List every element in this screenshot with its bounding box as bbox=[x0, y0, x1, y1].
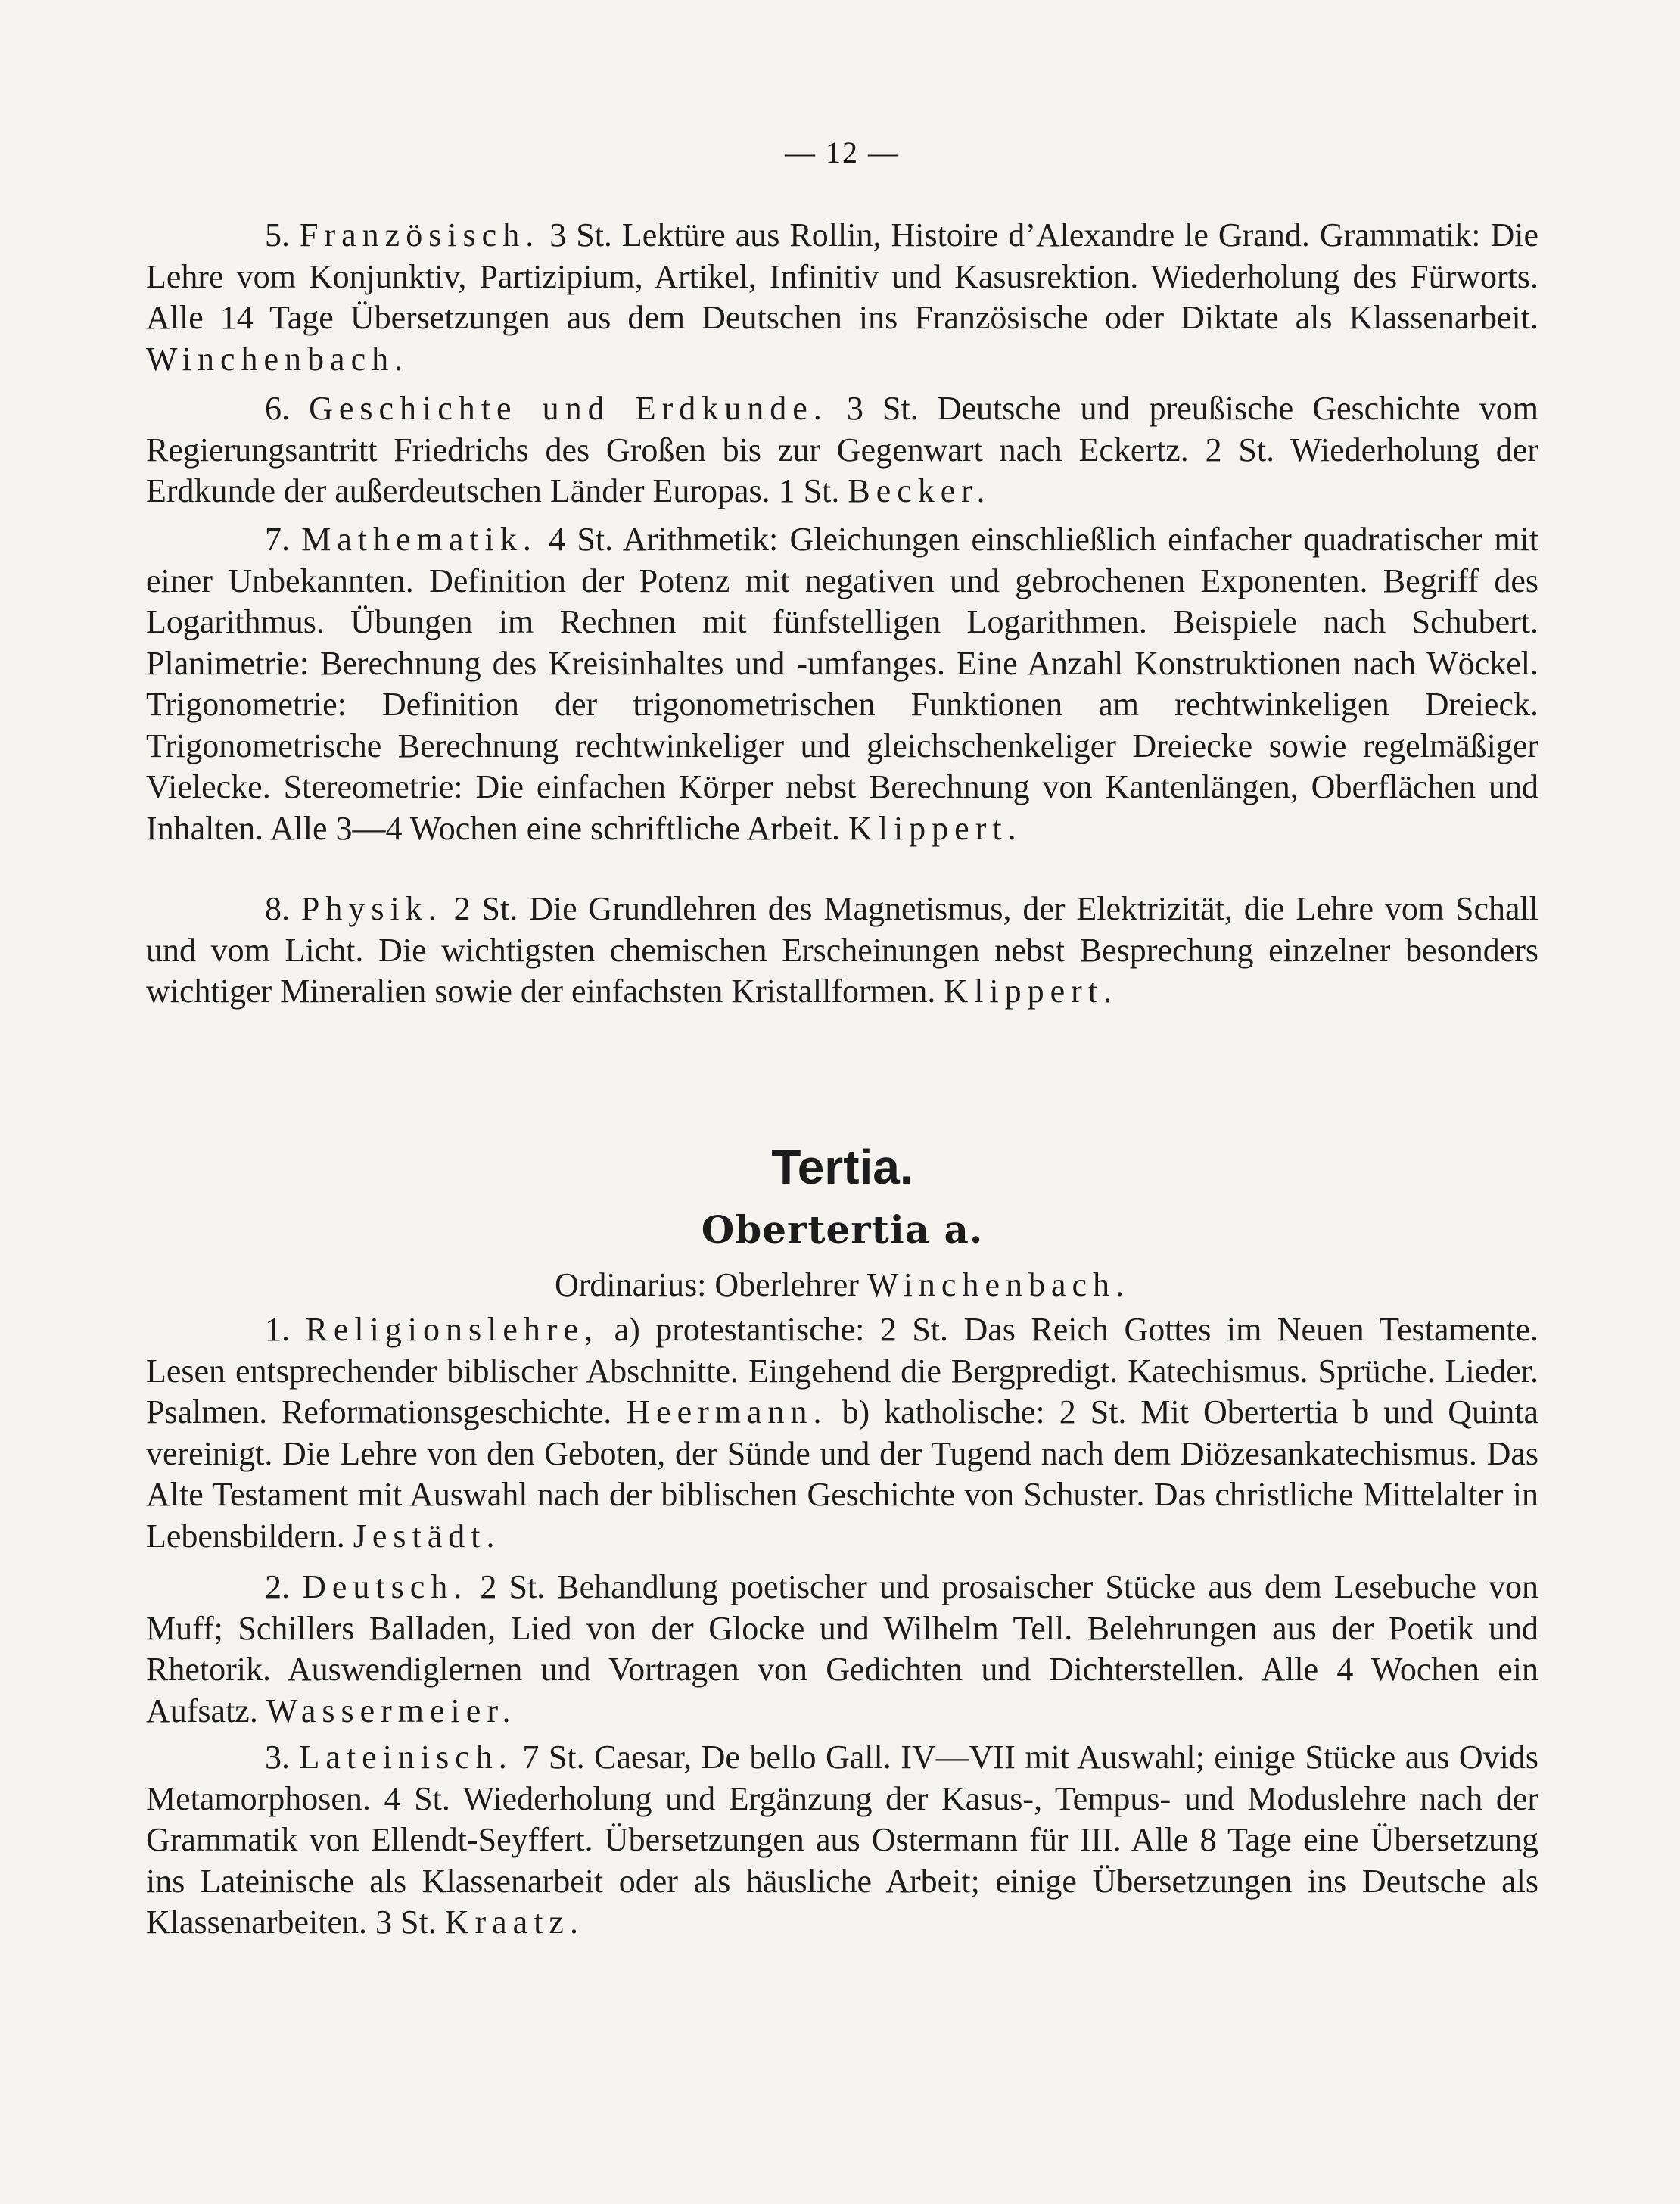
section-geschichte bbox=[146, 388, 1538, 512]
section-body bbox=[146, 215, 1538, 380]
section-number: 3. bbox=[265, 1739, 290, 1776]
section-subject: Lateinisch. bbox=[299, 1739, 513, 1776]
section-subject: Französisch. bbox=[300, 216, 540, 254]
section-text: a) protestantische: 2 St. Das Reich Gottes im Neuen Testamente. Lesen entsprechender biblischer Abschnitte. Eingehend die Bergpredigt. Katechismus. Sprüche. Lieder. Psalmen. Reformationsgeschichte. bbox=[146, 1311, 1539, 1430]
section-number: 2. bbox=[265, 1568, 290, 1605]
section-body bbox=[146, 1737, 1538, 1944]
ordinarius-label: Ordinarius: Oberlehrer bbox=[554, 1266, 859, 1303]
section-text: 2 St. Die Grundlehren des Magnetismus, der Elektrizität, die Lehre vom Schall und vom Licht. Die wichtigsten chemischen Erscheinungen nebst Besprechung einzelner besonders wichtiger Mineralien sowie der einfachsten Kristallformen. bbox=[146, 890, 1539, 1010]
section-body bbox=[146, 388, 1538, 512]
obertertia-subheading: Obertertia a. bbox=[701, 1207, 984, 1252]
section-subject: Mathematik. bbox=[301, 521, 537, 558]
section-religionslehre bbox=[146, 1309, 1538, 1557]
section-subject: Physik. bbox=[300, 890, 443, 927]
section-deutsch bbox=[146, 1567, 1538, 1732]
section-number: 6. bbox=[265, 390, 290, 427]
section-lateinisch bbox=[146, 1737, 1538, 1944]
section-text: 3 St. Lektüre aus Rollin, Histoire d’Alexandre le Grand. Grammatik: Die Lehre vom Konjunktiv, Partizipium, Artikel, Infinitiv und Kasusrektion. Wiederholung des Fürworts. Alle 14 Tage Übersetzungen aus dem Deutschen ins Französische oder Diktate als Klassenarbeit. bbox=[146, 216, 1539, 336]
section-text: 2 St. Behandlung poetischer und prosaischer Stücke aus dem Lesebuche von Muff; Schillers Balladen, Lied von der Glocke und Wilhelm Tell. Belehrungen aus der Poetik und Rhetorik. Auswendiglernen und Vortragen von Gedichten und Dichterstellen. Alle 4 Wochen ein Aufsatz. bbox=[146, 1568, 1539, 1729]
section-text: 3 St. Deutsche und preußische Geschichte vom Regierungsantritt Friedrichs des Großen bis zur Gegenwart nach Eckertz. 2 St. Wiederholung der Erdkunde der außerdeutschen Länder Europas. 1 St. bbox=[146, 390, 1538, 509]
section-teacher: Klippert. bbox=[944, 973, 1118, 1010]
section-text: 7 St. Caesar, De bello Gall. IV—VII mit Auswahl; einige Stücke aus Ovids Metamorphosen. 4 St. Wiederholung und Ergänzung der Kasus-, Tempus- und Moduslehre nach der Grammatik von Ellendt-Seyffert. Übersetzungen aus Ostermann für III. Alle 8 Tage eine Übersetzung ins Lateinische als Klassenarbeit oder als häusliche Arbeit; einige Übersetzungen ins Deutsche als Klassenarbeiten. 3 St. bbox=[146, 1739, 1539, 1941]
section-text: 4 St. Arithmetik: Gleichungen einschließlich einfacher quadratischer mit einer Unbekannten. Definition der Potenz mit negativen und gebrochenen Exponenten. Begriff des Logarithmus. Übungen im Rechnen mit fünfstelligen Logarithmen. Beispiele nach Schubert. Planimetrie: Berechnung des Kreisinhaltes und -umfanges. Eine Anzahl Konstruktionen nach Wöckel. Trigonometrie: Definition der trigonometrischen Funktionen am rechtwinkeligen Dreieck. Trigonometrische Berechnung rechtwinkeliger und gleichschenkeliger Dreiecke sowie regelmäßiger Vielecke. Stereometrie: Die einfachen Körper nebst Berechnung von Kantenlängen, Oberflächen und Inhalten. Alle 3—4 Wochen eine schriftliche Arbeit. bbox=[146, 521, 1539, 847]
section-subject: Deutsch. bbox=[302, 1568, 468, 1605]
section-teacher: Wassermeier. bbox=[266, 1692, 517, 1729]
section-body bbox=[146, 519, 1538, 849]
ordinarius-line bbox=[146, 1265, 1538, 1304]
section-teacher-catholic: Jestädt. bbox=[353, 1517, 501, 1555]
section-teacher: Heermann. bbox=[626, 1393, 828, 1430]
section-body bbox=[146, 1309, 1538, 1557]
section-teacher: Klippert. bbox=[848, 809, 1022, 847]
section-number: 5. bbox=[265, 216, 290, 254]
section-mathematik bbox=[146, 519, 1538, 849]
ordinarius-name: Winchenbach. bbox=[866, 1266, 1131, 1303]
section-number: 8. bbox=[265, 890, 290, 927]
section-number: 7. bbox=[265, 521, 290, 558]
section-physik bbox=[146, 889, 1538, 1013]
section-number: 1. bbox=[265, 1311, 290, 1348]
section-teacher: Becker. bbox=[848, 472, 991, 509]
section-subject: Geschichte und Erdkunde. bbox=[309, 390, 828, 427]
page-number: — 12 — bbox=[785, 135, 900, 170]
section-body bbox=[146, 889, 1538, 1013]
tertia-heading: Tertia. bbox=[771, 1140, 913, 1194]
section-franzoesisch bbox=[146, 215, 1538, 380]
section-teacher: Kraatz. bbox=[444, 1904, 584, 1941]
section-subject: Religionslehre, bbox=[305, 1311, 599, 1348]
section-text-catholic: b) katholische: 2 St. Mit Obertertia b und Quinta vereinigt. Die Lehre von den Geboten, der Sünde und der Tugend nach dem Diözesankatechismus. Das Alte Testament mit Auswahl nach der biblischen Geschichte von Schuster. Das christliche Mittelalter in Lebensbildern. bbox=[146, 1393, 1539, 1555]
section-teacher: Winchenbach. bbox=[146, 340, 409, 378]
section-body bbox=[146, 1567, 1538, 1732]
